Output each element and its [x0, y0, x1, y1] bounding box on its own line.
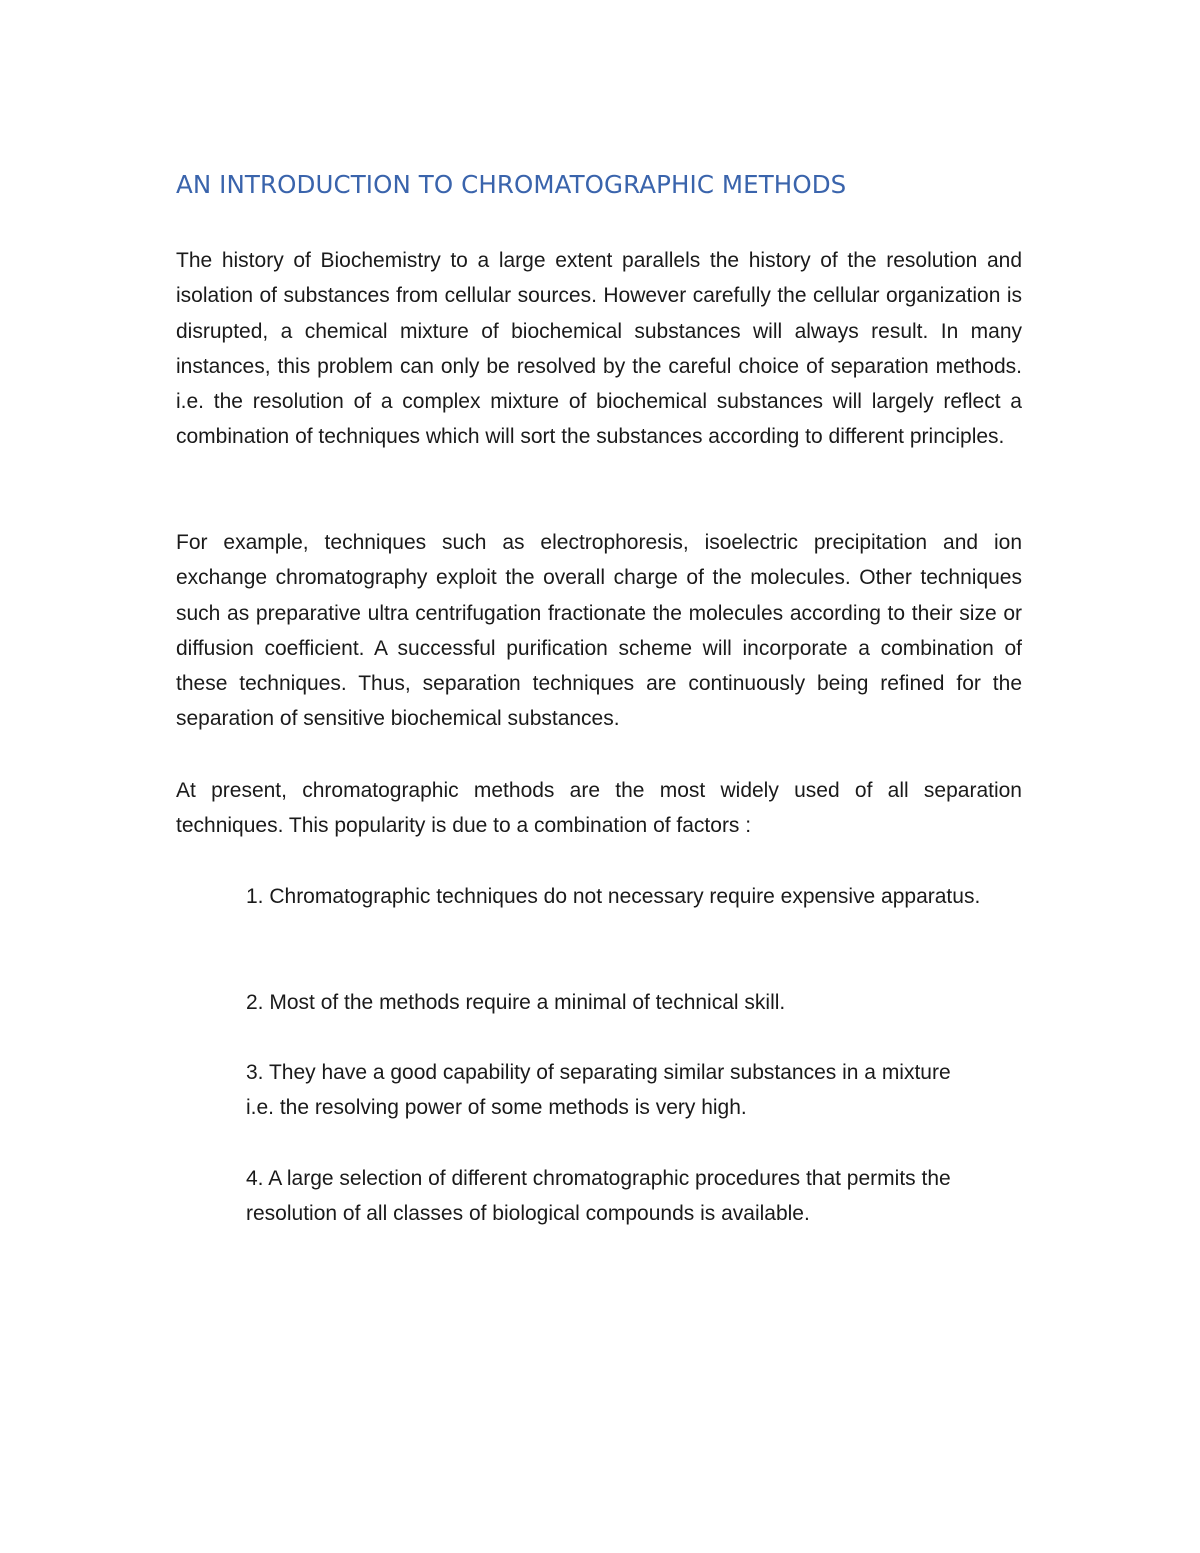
list-item: 3. They have a good capability of separating similar substances in a mixture i.e. the resolving power of some methods is very high.: [246, 1061, 951, 1120]
page-title: AN INTRODUCTION TO CHROMATOGRAPHIC METHODS: [176, 170, 847, 199]
paragraph-techniques: For example, techniques such as electrophoresis, isoelectric precipitation and ion exchange chromatography exploit the overall charge of the molecules. Other techniques such as preparative ultra centrifugation fractionate the molecules according to their size or diffusion coefficient. A successful purification scheme will incorporate a combination of these techniques. Thus, separation techniques are continuously being refined for the separation of sensitive biochemical substances.: [176, 531, 1022, 731]
list-item: 4. A large selection of different chromatographic procedures that permits the resolution of all classes of biological compounds is available.: [246, 1167, 951, 1226]
paragraph-popularity: At present, chromatographic methods are the most widely used of all separation techniques. This popularity is due to a combination of factors :: [176, 779, 1022, 838]
paragraph-history: The history of Biochemistry to a large extent parallels the history of the resolution and isolation of substances from cellular sources. However carefully the cellular organization is disrupted, a chemical mixture of biochemical substances will always result. In many instances, this problem can only be resolved by the careful choice of separation methods. i.e. the resolution of a complex mixture of biochemical substances will largely reflect a combination of techniques which will sort the substances according to different principles.: [176, 249, 1022, 449]
list-item: 2. Most of the methods require a minimal of technical skill.: [246, 991, 786, 1014]
list-item: 1. Chromatographic techniques do not necessary require expensive apparatus.: [246, 885, 981, 908]
